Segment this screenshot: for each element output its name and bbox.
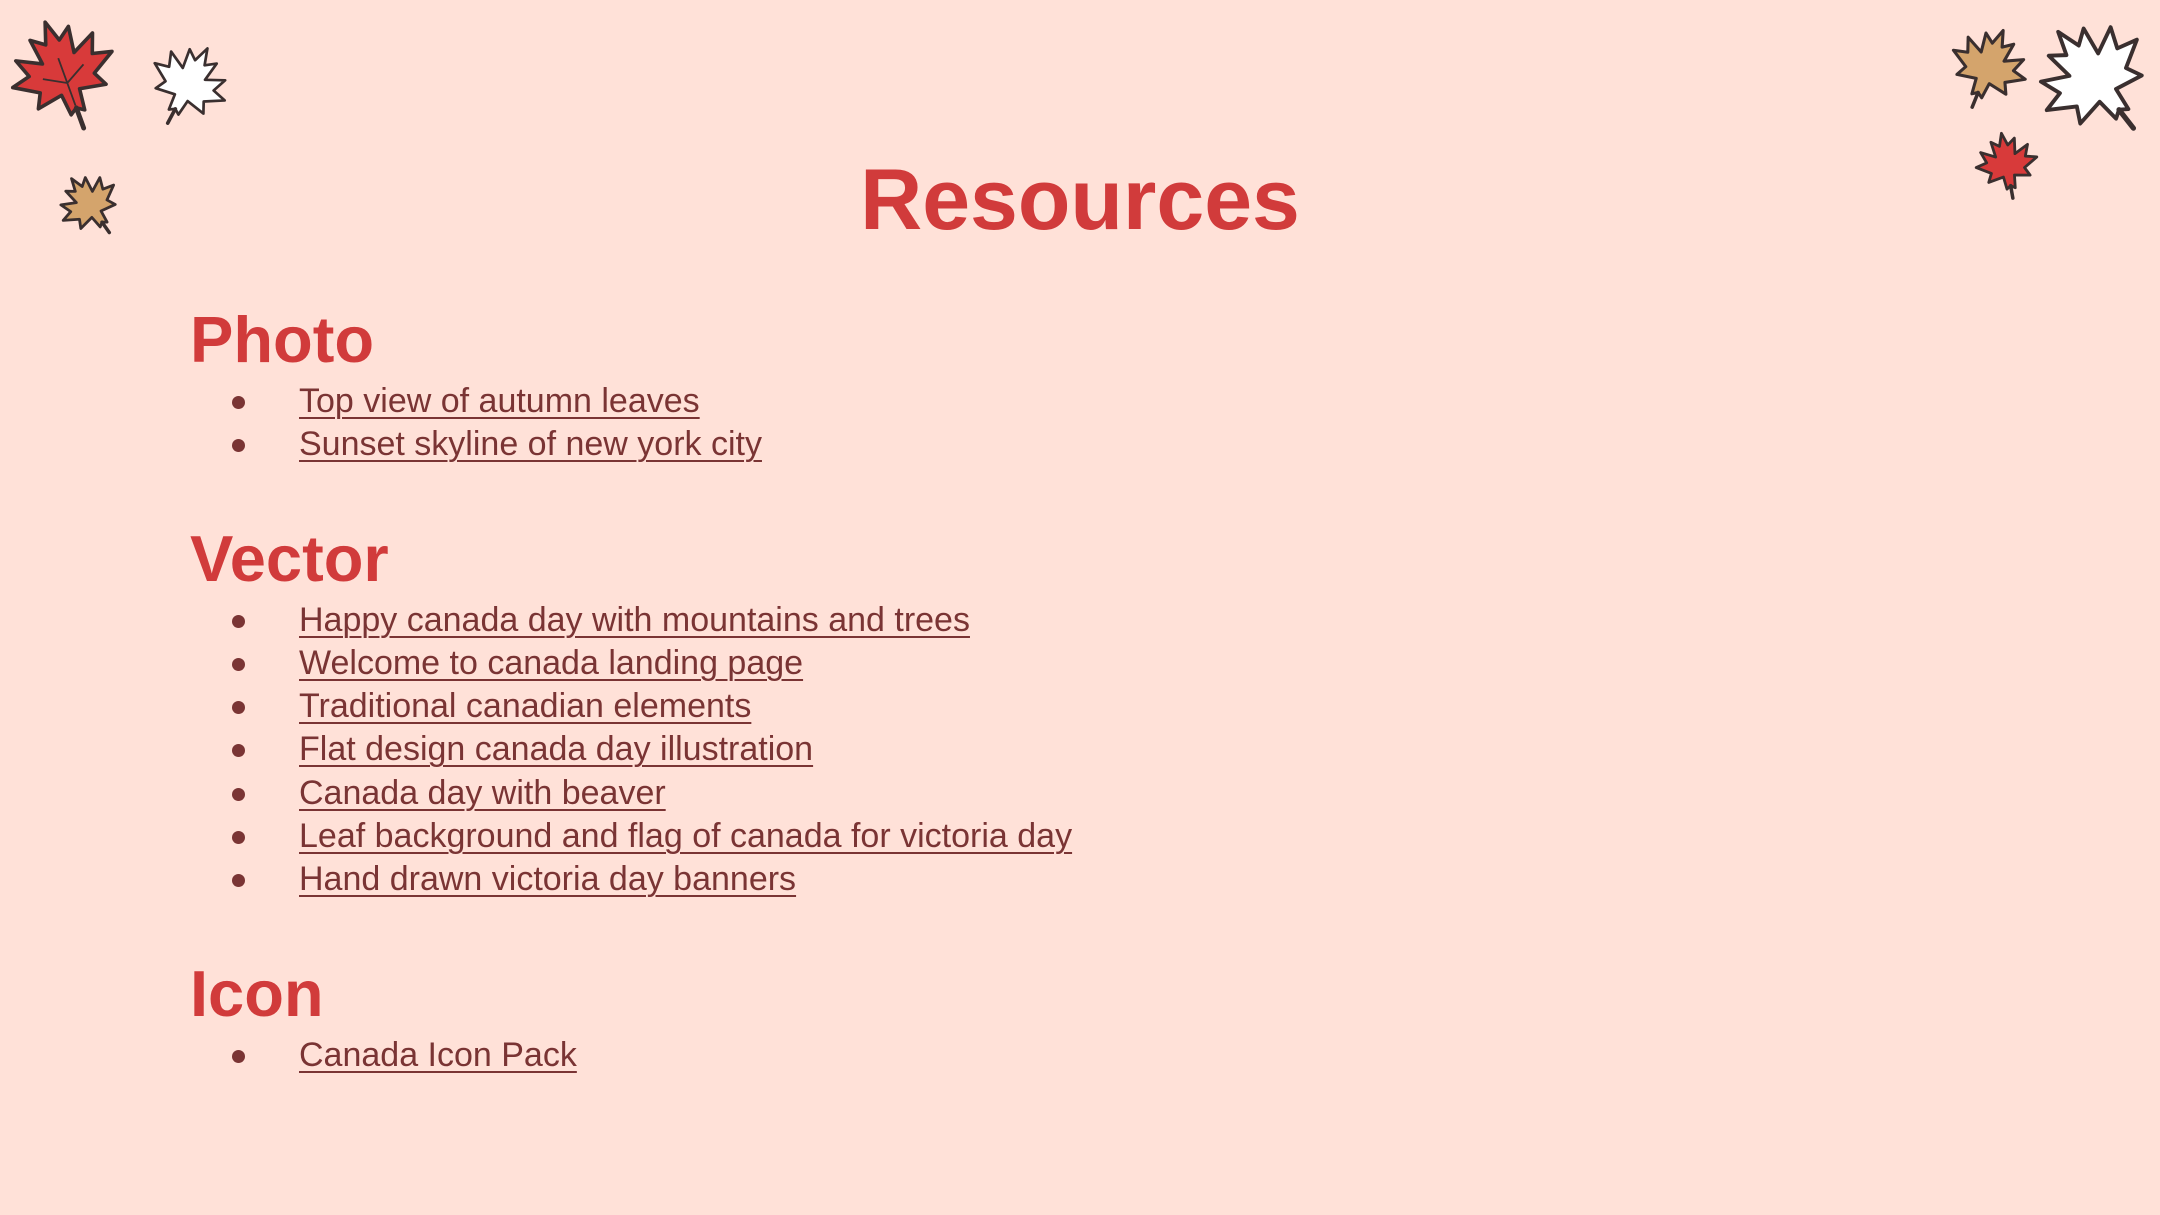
link-list-icon — [190, 1034, 1890, 1077]
section-heading-photo: Photo — [190, 303, 375, 376]
resource-link[interactable]: Leaf background and flag of canada for victoria day — [299, 817, 1073, 856]
list-item — [190, 685, 1890, 728]
resources-content — [190, 300, 1890, 1129]
resource-link[interactable]: Canada Icon Pack — [299, 1035, 577, 1074]
list-item — [190, 772, 1890, 815]
bullet-icon — [232, 831, 245, 844]
resource-link[interactable]: Sunset skyline of new york city — [299, 425, 762, 464]
section-heading-vector: Vector — [190, 521, 389, 595]
resource-link[interactable]: Welcome to canada landing page — [299, 643, 804, 682]
maple-leaf-icon — [4, 14, 124, 134]
bullet-icon — [232, 658, 245, 671]
list-item — [190, 380, 1890, 423]
leaf-fill — [1944, 24, 2032, 110]
list-item — [190, 728, 1890, 771]
list-item — [190, 815, 1890, 858]
resource-link[interactable]: Flat design canada day illustration — [299, 730, 814, 769]
link-list-vector — [190, 599, 1890, 902]
leaf-fill — [2030, 14, 2160, 144]
list-item — [190, 642, 1890, 685]
maple-leaf-icon — [1944, 24, 2032, 112]
link-list-photo — [190, 380, 1890, 467]
bullet-icon — [232, 744, 245, 757]
section-photo — [190, 300, 1890, 467]
list-item — [190, 1034, 1890, 1077]
section-icon — [190, 954, 1890, 1077]
bullet-icon — [232, 874, 245, 887]
maple-leaf-icon — [143, 40, 233, 130]
resource-link[interactable]: Canada day with beaver — [299, 773, 666, 812]
section-vector — [190, 519, 1890, 902]
bullet-icon — [232, 396, 245, 409]
resource-link[interactable]: Top view of autumn leaves — [299, 382, 700, 420]
leaf-fill — [143, 40, 233, 130]
bullet-icon — [232, 701, 245, 714]
bullet-icon — [232, 1050, 245, 1063]
resource-link[interactable]: Traditional canadian elements — [299, 687, 752, 726]
maple-leaf-icon — [2030, 14, 2160, 144]
list-item — [190, 599, 1890, 642]
list-item — [190, 858, 1890, 901]
resource-link[interactable]: Hand drawn victoria day banners — [299, 860, 797, 899]
resource-link[interactable]: Happy canada day with mountains and trees — [299, 600, 970, 639]
list-item — [190, 423, 1890, 466]
page-title: Resources — [860, 152, 1300, 248]
bullet-icon — [232, 615, 245, 628]
bullet-icon — [232, 788, 245, 801]
bullet-icon — [232, 439, 245, 452]
section-heading-icon: Icon — [190, 956, 324, 1030]
